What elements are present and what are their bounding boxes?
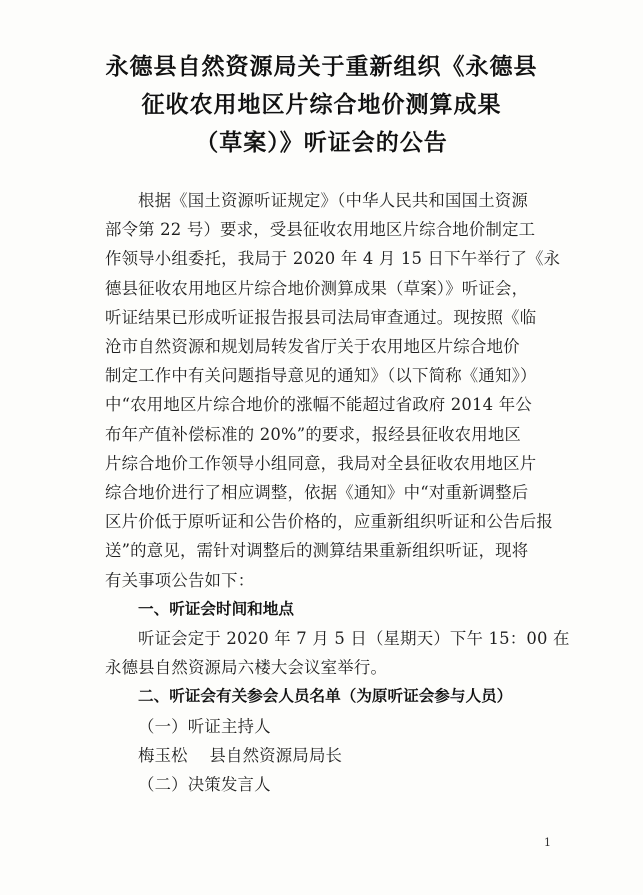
- paragraph-line: 作领导小组委托，我局于 2020 年 4 月 15 日下午举行了《永: [105, 249, 561, 269]
- title-line-3: （草案）》听证会的公告: [195, 130, 448, 156]
- paragraph-line: 根据《国土资源听证规定》（中华人民共和国国土资源: [138, 191, 528, 210]
- document-body: [105, 186, 570, 799]
- paragraph-line: 沧市自然资源和规划局转发省厅关于农用地区片综合地价: [105, 337, 520, 357]
- document-title: [60, 48, 583, 162]
- paragraph-line: 有关事项公告如下：: [105, 570, 255, 590]
- paragraph-line: 送”的意见，需针对调整后的测算结果重新组织听证，现将: [105, 541, 529, 561]
- paragraph-line: 片综合地价工作领导小组同意，我局对全县征收农用地区片: [105, 453, 537, 473]
- paragraph-line: 听证结果已形成听证报告报县司法局审查通过。现按照《临: [105, 307, 537, 327]
- title-line-1: 永德县自然资源局关于重新组织《永德县: [105, 54, 538, 80]
- paragraph-line: 综合地价进行了相应调整，依据《通知》中“对重新调整后: [105, 483, 529, 503]
- paragraph-line: 区片价低于原听证和公告价格的，应重新组织听证和公告后报: [105, 512, 553, 532]
- subsection-heading-2: （二）决策发言人: [138, 775, 271, 795]
- subsection-heading-1: （一）听证主持人: [138, 716, 271, 736]
- paragraph-line: 听证会定于 2020 年 7 月 5 日（星期天）下午 15：00 在: [138, 629, 570, 649]
- title-line-2: 征收农用地区片综合地价测算成果: [141, 92, 502, 118]
- paragraph-line: 永德县自然资源局六楼大会议室举行。: [105, 658, 388, 678]
- paragraph-line: 制定工作中有关问题指导意见的通知》（以下简称《通知》）: [105, 366, 537, 386]
- section-heading-1: 一、听证会时间和地点: [138, 599, 294, 618]
- paragraph-line: 部令第 22 号）要求，受县征收农用地区片综合地价制定工: [105, 220, 536, 240]
- paragraph-line: 德县征收农用地区片综合地价测算成果（草案）》听证会，: [105, 278, 529, 298]
- page-number: 1: [544, 836, 551, 849]
- section-heading-2: 二、听证会有关参会人员名单（为原听证会参与人员）: [138, 687, 513, 706]
- host-entry: 梅玉松 县自然资源局局长: [138, 745, 343, 765]
- paragraph-line: 布年产值补偿标准的 20%”的要求，报经县征收农用地区: [105, 424, 522, 444]
- paragraph-line: 中“农用地区片综合地价的涨幅不能超过省政府 2014 年公: [105, 395, 532, 415]
